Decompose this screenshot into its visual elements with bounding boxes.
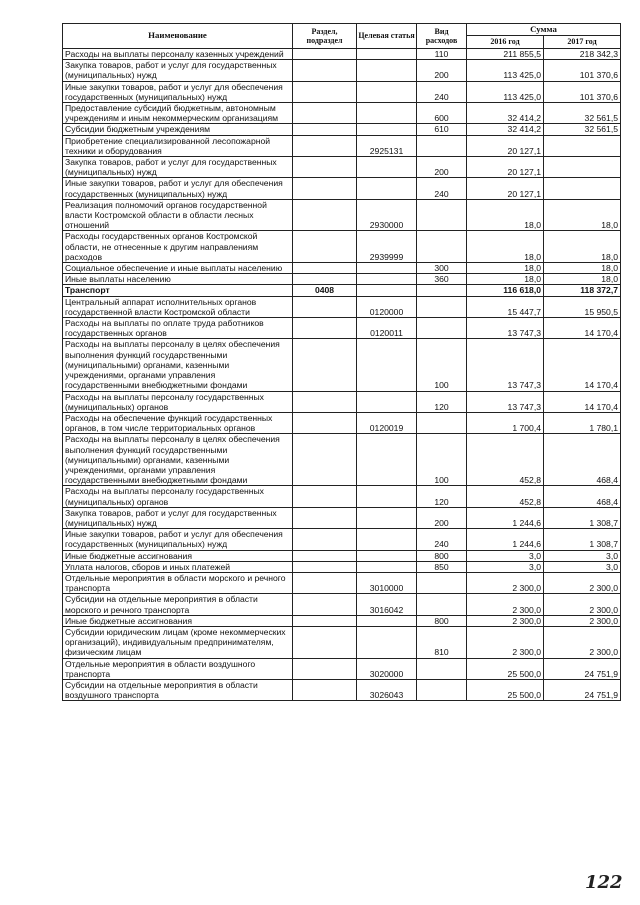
row-section: [293, 626, 357, 658]
row-target: [357, 615, 417, 626]
row-name: Расходы на выплаты персоналу государственных (муниципальных) органов: [63, 486, 293, 507]
table-row: [63, 49, 621, 60]
row-amount-2017: 15 950,5: [544, 296, 621, 317]
row-target: 0120000: [357, 296, 417, 317]
row-amount-2016: 25 500,0: [467, 658, 544, 679]
row-type: 240: [417, 529, 467, 550]
row-type: 120: [417, 486, 467, 507]
table-row: [63, 263, 621, 274]
row-type: 810: [417, 626, 467, 658]
row-amount-2017: 14 170,4: [544, 391, 621, 412]
row-name: Расходы на выплаты персоналу казенных учреждений: [63, 49, 293, 60]
row-type: [417, 594, 467, 615]
row-name: Субсидии на отдельные мероприятия в области морского и речного транспорта: [63, 594, 293, 615]
row-type: 240: [417, 178, 467, 199]
row-target: 3020000: [357, 658, 417, 679]
row-section: [293, 103, 357, 124]
row-name: Отдельные мероприятия в области воздушного транспорта: [63, 658, 293, 679]
row-amount-2016: 13 747,3: [467, 339, 544, 391]
row-type: 200: [417, 507, 467, 528]
row-amount-2017: 24 751,9: [544, 658, 621, 679]
table-row: [63, 507, 621, 528]
row-target: [357, 507, 417, 528]
row-amount-2017: 18,0: [544, 263, 621, 274]
row-type: [417, 679, 467, 700]
row-target: [357, 285, 417, 296]
row-type: [417, 135, 467, 156]
row-type: 600: [417, 103, 467, 124]
row-section: [293, 486, 357, 507]
row-target: 3026043: [357, 679, 417, 700]
header-target: Целевая статья: [357, 24, 417, 49]
row-target: [357, 391, 417, 412]
table-row: [63, 412, 621, 433]
row-target: [357, 486, 417, 507]
row-amount-2017: 2 300,0: [544, 594, 621, 615]
row-amount-2017: 18,0: [544, 199, 621, 231]
row-type: 200: [417, 60, 467, 81]
table-row: [63, 615, 621, 626]
row-section: [293, 412, 357, 433]
row-target: [357, 550, 417, 561]
row-amount-2017: 24 751,9: [544, 679, 621, 700]
row-type: 360: [417, 274, 467, 285]
row-amount-2017: 468,4: [544, 434, 621, 486]
row-section: [293, 124, 357, 135]
row-amount-2017: 3,0: [544, 561, 621, 572]
row-amount-2016: 1 244,6: [467, 529, 544, 550]
row-section: [293, 274, 357, 285]
row-name: Закупка товаров, работ и услуг для государственных (муниципальных) нужд: [63, 507, 293, 528]
row-section: [293, 199, 357, 231]
row-name: Реализация полномочий органов государственной власти Костромской области в области лесных отношений: [63, 199, 293, 231]
table-row: [63, 157, 621, 178]
row-name: Уплата налогов, сборов и иных платежей: [63, 561, 293, 572]
row-section: [293, 434, 357, 486]
table-row: [63, 561, 621, 572]
row-amount-2017: 101 370,6: [544, 60, 621, 81]
row-target: [357, 124, 417, 135]
row-amount-2016: 3,0: [467, 550, 544, 561]
row-name: Иные закупки товаров, работ и услуг для обеспечения государственных (муниципальных) нужд: [63, 178, 293, 199]
row-section: [293, 339, 357, 391]
row-section: [293, 507, 357, 528]
table-row: [63, 199, 621, 231]
row-section: [293, 679, 357, 700]
row-section: [293, 135, 357, 156]
row-amount-2016: 13 747,3: [467, 391, 544, 412]
row-section: [293, 561, 357, 572]
table-row: [63, 572, 621, 593]
row-amount-2017: [544, 157, 621, 178]
table-row: [63, 339, 621, 391]
row-amount-2016: 3,0: [467, 561, 544, 572]
row-name: Расходы на выплаты персоналу в целях обеспечения выполнения функций государственными (муниципальными) органами, казенными учреждениями, органами управления государственными внебюджетными фондами: [63, 339, 293, 391]
row-section: [293, 178, 357, 199]
row-amount-2017: 2 300,0: [544, 615, 621, 626]
row-amount-2016: 2 300,0: [467, 572, 544, 593]
row-amount-2016: 20 127,1: [467, 135, 544, 156]
row-name: Иные бюджетные ассигнования: [63, 550, 293, 561]
header-section: Раздел, подраздел: [293, 24, 357, 49]
row-amount-2017: 118 372,7: [544, 285, 621, 296]
row-target: [357, 49, 417, 60]
row-type: 200: [417, 157, 467, 178]
row-type: [417, 199, 467, 231]
table-row: [63, 103, 621, 124]
table-row: [63, 626, 621, 658]
row-name: Субсидии на отдельные мероприятия в области воздушного транспорта: [63, 679, 293, 700]
row-amount-2016: 1 244,6: [467, 507, 544, 528]
row-amount-2016: 15 447,7: [467, 296, 544, 317]
row-type: 100: [417, 434, 467, 486]
row-type: 800: [417, 550, 467, 561]
table-row: [63, 486, 621, 507]
row-amount-2017: 2 300,0: [544, 626, 621, 658]
row-amount-2017: 18,0: [544, 274, 621, 285]
row-target: [357, 103, 417, 124]
row-amount-2016: 452,8: [467, 434, 544, 486]
row-name: Иные бюджетные ассигнования: [63, 615, 293, 626]
page-number: 122: [585, 872, 623, 893]
row-type: 850: [417, 561, 467, 572]
table-row: [63, 434, 621, 486]
row-name: Закупка товаров, работ и услуг для государственных (муниципальных) нужд: [63, 60, 293, 81]
row-name: Закупка товаров, работ и услуг для государственных (муниципальных) нужд: [63, 157, 293, 178]
row-amount-2017: 1 308,7: [544, 529, 621, 550]
row-section: [293, 60, 357, 81]
table-row: [63, 550, 621, 561]
table-row: [63, 231, 621, 263]
table-row: [63, 296, 621, 317]
row-amount-2016: 18,0: [467, 199, 544, 231]
table-row: [63, 658, 621, 679]
row-amount-2016: 1 700,4: [467, 412, 544, 433]
row-amount-2016: 116 618,0: [467, 285, 544, 296]
row-amount-2016: 20 127,1: [467, 157, 544, 178]
row-amount-2017: 18,0: [544, 231, 621, 263]
row-target: 0120011: [357, 318, 417, 339]
header-year-2017: 2017 год: [544, 36, 621, 49]
row-target: 2930000: [357, 199, 417, 231]
row-amount-2016: 32 414,2: [467, 124, 544, 135]
row-amount-2016: 32 414,2: [467, 103, 544, 124]
row-name: Транспорт: [63, 285, 293, 296]
table-row: [63, 274, 621, 285]
table-row: [63, 81, 621, 102]
row-section: [293, 658, 357, 679]
row-name: Приобретение специализированной лесопожарной техники и оборудования: [63, 135, 293, 156]
row-type: [417, 285, 467, 296]
row-amount-2017: 32 561,5: [544, 103, 621, 124]
row-amount-2016: 18,0: [467, 274, 544, 285]
row-name: Иные закупки товаров, работ и услуг для обеспечения государственных (муниципальных) нужд: [63, 529, 293, 550]
row-section: [293, 550, 357, 561]
row-type: 110: [417, 49, 467, 60]
table-row: [63, 178, 621, 199]
row-amount-2017: 468,4: [544, 486, 621, 507]
row-amount-2016: 113 425,0: [467, 60, 544, 81]
row-amount-2016: 13 747,3: [467, 318, 544, 339]
row-target: [357, 178, 417, 199]
header-type: Вид расходов: [417, 24, 467, 49]
row-target: [357, 157, 417, 178]
row-target: 3016042: [357, 594, 417, 615]
table-body: [63, 49, 621, 701]
row-amount-2017: [544, 178, 621, 199]
row-amount-2017: 14 170,4: [544, 318, 621, 339]
row-type: 300: [417, 263, 467, 274]
table-row: [63, 529, 621, 550]
row-target: [357, 339, 417, 391]
row-section: [293, 157, 357, 178]
header-name: Наименование: [63, 24, 293, 49]
row-target: [357, 434, 417, 486]
row-section: [293, 615, 357, 626]
row-type: [417, 658, 467, 679]
row-section: [293, 231, 357, 263]
row-name: Иные выплаты населению: [63, 274, 293, 285]
row-type: 120: [417, 391, 467, 412]
table-row: [63, 679, 621, 700]
row-target: [357, 561, 417, 572]
row-amount-2017: 32 561,5: [544, 124, 621, 135]
row-amount-2016: 20 127,1: [467, 178, 544, 199]
row-amount-2016: 452,8: [467, 486, 544, 507]
row-name: Предоставление субсидий бюджетным, автономным учреждениям и иным некоммерческим организациям: [63, 103, 293, 124]
row-name: Субсидии юридическим лицам (кроме некоммерческих организаций), индивидуальным предпринимателям, физическим лицам: [63, 626, 293, 658]
row-name: Иные закупки товаров, работ и услуг для обеспечения государственных (муниципальных) нужд: [63, 81, 293, 102]
row-type: [417, 231, 467, 263]
row-amount-2016: 18,0: [467, 263, 544, 274]
row-type: 240: [417, 81, 467, 102]
row-name: Расходы государственных органов Костромской области, не отнесенные к другим направлениям расходов: [63, 231, 293, 263]
row-name: Субсидии бюджетным учреждениям: [63, 124, 293, 135]
row-target: [357, 274, 417, 285]
row-amount-2017: 218 342,3: [544, 49, 621, 60]
row-section: 0408: [293, 285, 357, 296]
row-amount-2016: 2 300,0: [467, 626, 544, 658]
row-name: Расходы на обеспечение функций государственных органов, в том числе территориальных органов: [63, 412, 293, 433]
row-amount-2016: 25 500,0: [467, 679, 544, 700]
row-target: 2939999: [357, 231, 417, 263]
row-type: 610: [417, 124, 467, 135]
table-row: [63, 285, 621, 296]
row-name: Расходы на выплаты персоналу государственных (муниципальных) органов: [63, 391, 293, 412]
row-amount-2016: 211 855,5: [467, 49, 544, 60]
row-type: [417, 572, 467, 593]
row-amount-2017: 1 780,1: [544, 412, 621, 433]
row-amount-2017: 3,0: [544, 550, 621, 561]
row-target: [357, 60, 417, 81]
row-amount-2017: 2 300,0: [544, 572, 621, 593]
row-section: [293, 49, 357, 60]
row-target: 2925131: [357, 135, 417, 156]
row-type: 100: [417, 339, 467, 391]
table-row: [63, 594, 621, 615]
row-section: [293, 296, 357, 317]
row-section: [293, 572, 357, 593]
row-target: [357, 81, 417, 102]
row-type: [417, 296, 467, 317]
row-type: 800: [417, 615, 467, 626]
row-target: 0120019: [357, 412, 417, 433]
row-section: [293, 81, 357, 102]
table-row: [63, 318, 621, 339]
budget-table: [62, 23, 621, 701]
table-row: [63, 135, 621, 156]
row-amount-2017: 14 170,4: [544, 339, 621, 391]
row-amount-2016: 18,0: [467, 231, 544, 263]
row-target: [357, 626, 417, 658]
table-row: [63, 124, 621, 135]
header-sum: Сумма: [467, 24, 621, 36]
row-type: [417, 318, 467, 339]
row-name: Отдельные мероприятия в области морского и речного транспорта: [63, 572, 293, 593]
row-target: 3010000: [357, 572, 417, 593]
row-amount-2017: 1 308,7: [544, 507, 621, 528]
row-name: Социальное обеспечение и иные выплаты населению: [63, 263, 293, 274]
row-type: [417, 412, 467, 433]
row-section: [293, 529, 357, 550]
row-section: [293, 263, 357, 274]
table-row: [63, 391, 621, 412]
row-amount-2016: 2 300,0: [467, 594, 544, 615]
row-section: [293, 594, 357, 615]
table-row: [63, 60, 621, 81]
row-amount-2016: 2 300,0: [467, 615, 544, 626]
row-amount-2017: [544, 135, 621, 156]
header-year-2016: 2016 год: [467, 36, 544, 49]
row-section: [293, 391, 357, 412]
row-amount-2016: 113 425,0: [467, 81, 544, 102]
row-target: [357, 529, 417, 550]
row-section: [293, 318, 357, 339]
row-name: Расходы на выплаты по оплате труда работников государственных органов: [63, 318, 293, 339]
row-name: Расходы на выплаты персоналу в целях обеспечения выполнения функций государственными (муниципальными) органами, казенными учреждениями, органами управления государственными внебюджетными фондами: [63, 434, 293, 486]
row-name: Центральный аппарат исполнительных органов государственной власти Костромской области: [63, 296, 293, 317]
row-target: [357, 263, 417, 274]
row-amount-2017: 101 370,6: [544, 81, 621, 102]
